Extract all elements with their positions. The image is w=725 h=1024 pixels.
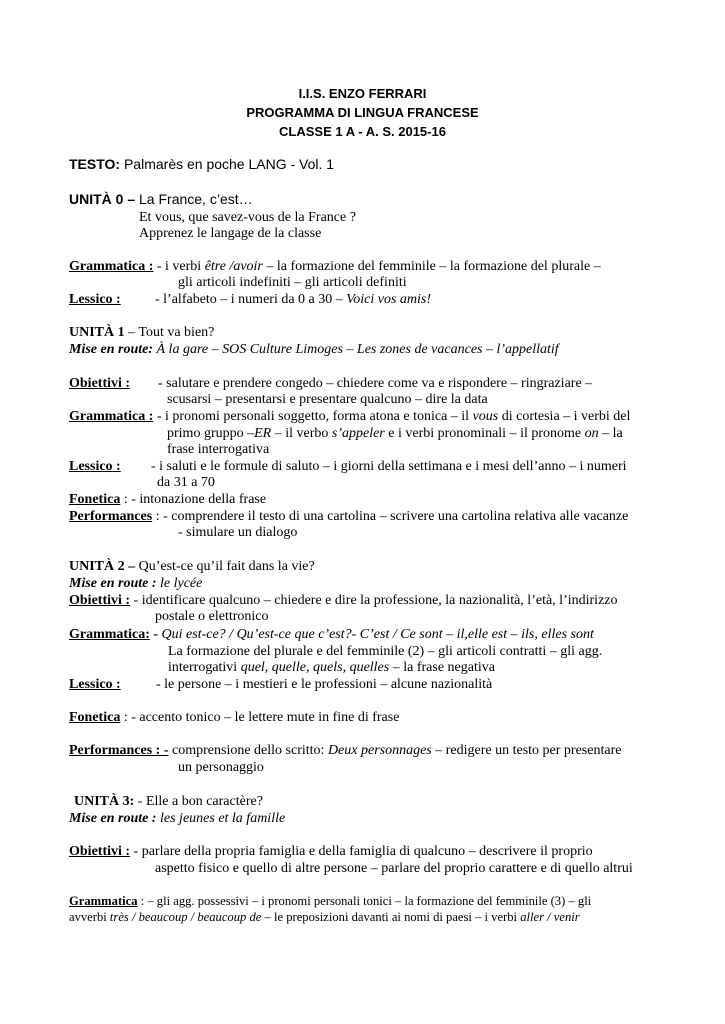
unit3-objectives-label: Obiettivi : xyxy=(69,844,131,859)
unit2-performances-label: Performances : - xyxy=(69,743,169,758)
unit3-grammar-label: Grammatica xyxy=(69,894,138,908)
unit2-mise-en-route: Mise en route : le lycée xyxy=(69,576,203,591)
unit1-objectives-line1: - salutare e prendere congedo – chiedere come va e rispondere – ringraziare – xyxy=(158,376,593,391)
unit2-objectives: Obiettivi : - identificare qualcuno – chiedere e dire la professione, la nazionalità, l’età, l’indirizzo xyxy=(69,593,618,608)
unit2-title: UNITÀ 2 – xyxy=(69,559,136,574)
unit1-grammar-label: Grammatica : xyxy=(69,409,154,424)
unit0-heading xyxy=(69,191,253,208)
unit2-grammar-label: Grammatica: xyxy=(69,627,150,642)
school-name: I.I.S. ENZO FERRARI xyxy=(298,86,427,101)
unit3-grammar: Grammatica : – gli agg. possessivi – i pronomi personali tonici – la formazione del femminile (3) – gli xyxy=(69,894,592,908)
unit0-grammar-line2: gli articoli indefiniti – gli articoli definiti xyxy=(178,275,407,290)
unit1-objectives-line2: scusarsi – presentarsi e presentare qualcuno – dire la data xyxy=(167,392,488,407)
unit0-grammar-label: Grammatica : xyxy=(69,259,154,274)
unit3-subtitle: - Elle a bon caractère? xyxy=(134,794,263,809)
unit2-subtitle: Qu’est-ce qu’il fait dans la vie? xyxy=(135,559,315,574)
unit1-performances: Performances : - comprendere il testo di una cartolina – scrivere una cartolina relativa alle vacanze xyxy=(69,509,629,524)
unit3-objectives: Obiettivi : - parlare della propria famiglia e della famiglia di qualcuno – descrivere il proprio xyxy=(69,844,593,859)
unit2-objectives-label: Obiettivi : xyxy=(69,593,131,608)
unit0-lexicon-text: - l’alfabeto – i numeri da 0 a 30 – Voici vos amis! xyxy=(155,292,432,307)
unit0-subtitle: La France, c’est… xyxy=(139,191,253,207)
unit0-line2: Et vous, que savez-vous de la France ? xyxy=(139,210,356,225)
unit1-subtitle: – Tout va bien? xyxy=(124,325,215,340)
unit1-grammar-line3: frase interrogativa xyxy=(167,442,270,457)
unit1-heading xyxy=(69,324,214,341)
unit2-grammar-line3: interrogativi quel, quelle, quels, quelles – la frase negativa xyxy=(168,660,495,675)
unit2-performances: Performances : - comprensione dello scritto: Deux personnages – redigere un testo per presentare xyxy=(69,743,622,758)
unit1-phonetics-label: Fonetica xyxy=(69,492,121,507)
textbook-title: Palmarès en poche LANG - Vol. 1 xyxy=(120,156,335,172)
unit1-grammar-line2: primo gruppo –ER – il verbo s’appeler e i verbi pronominali – il pronome on – la xyxy=(167,426,623,441)
unit2-grammar: Grammatica: - Qui est-ce? / Qu’est-ce que c’est?- C’est / Ce sont – il,elle est – ils, elles sont xyxy=(69,627,594,642)
unit1-objectives-label: Obiettivi : xyxy=(69,376,131,391)
unit2-lexicon-label: Lessico : xyxy=(69,677,121,692)
unit2-phonetics-label: Fonetica xyxy=(69,710,121,725)
unit0-lexicon xyxy=(69,291,121,308)
unit2-heading xyxy=(69,558,315,575)
unit2-performances-line2: un personaggio xyxy=(178,760,264,775)
unit1-performances-label: Performances xyxy=(69,509,153,524)
textbook-label: TESTO: xyxy=(69,156,121,172)
unit1-phonetics: Fonetica : - intonazione della frase xyxy=(69,492,267,507)
unit1-lexicon-line2: da 31 a 70 xyxy=(157,475,215,490)
unit1-performances-line2: - simulare un dialogo xyxy=(178,525,298,540)
unit0-line3: Apprenez le langage de la classe xyxy=(139,226,322,241)
unit1-mise-en-route: Mise en route: À la gare – SOS Culture Limoges – Les zones de vacances – l’appellatif xyxy=(69,342,559,357)
unit3-heading xyxy=(74,793,263,810)
unit0-grammar: Grammatica : - i verbi être /avoir – la formazione del femminile – la formazione del plurale – xyxy=(69,259,601,274)
unit2-grammar-line2: La formazione del plurale e del femminile (2) – gli articoli contratti – gli agg. xyxy=(168,644,603,659)
unit3-mise-en-route: Mise en route : les jeunes et la famille xyxy=(69,811,286,826)
unit2-lexicon-text: - le persone – i mestieri e le professioni – alcune nazionalità xyxy=(156,677,493,692)
unit3-objectives-line2: aspetto fisico e quello di altre persone – parlare del proprio carattere e di quello altrui xyxy=(155,861,633,876)
textbook-line xyxy=(69,156,334,173)
unit1-grammar: Grammatica : - i pronomi personali soggetto, forma atona e tonica – il vous di cortesia – i verbi del xyxy=(69,409,631,424)
unit1-title: UNITÀ 1 xyxy=(69,325,125,340)
unit0-lexicon-label: Lessico : xyxy=(69,292,121,307)
unit2-phonetics: Fonetica : - accento tonico – le lettere mute in fine di frase xyxy=(69,710,400,725)
class-year: CLASSE 1 A - A. S. 2015-16 xyxy=(279,124,446,139)
unit3-grammar-line2: avverbi très / beaucoup / beaucoup de – le preposizioni davanti ai nomi di paesi – i verbi aller / venir xyxy=(69,910,580,924)
unit1-lexicon-line1: - i saluti e le formule di saluto – i giorni della settimana e i mesi dell’anno – i numeri xyxy=(151,459,627,474)
unit2-objectives-line2: postale o elettronico xyxy=(155,609,269,624)
unit0-title: UNITÀ 0 – xyxy=(69,191,140,207)
unit1-lexicon-label: Lessico : xyxy=(69,459,121,474)
unit3-title: UNITÀ 3: xyxy=(74,794,135,809)
program-title: PROGRAMMA DI LINGUA FRANCESE xyxy=(246,105,479,120)
